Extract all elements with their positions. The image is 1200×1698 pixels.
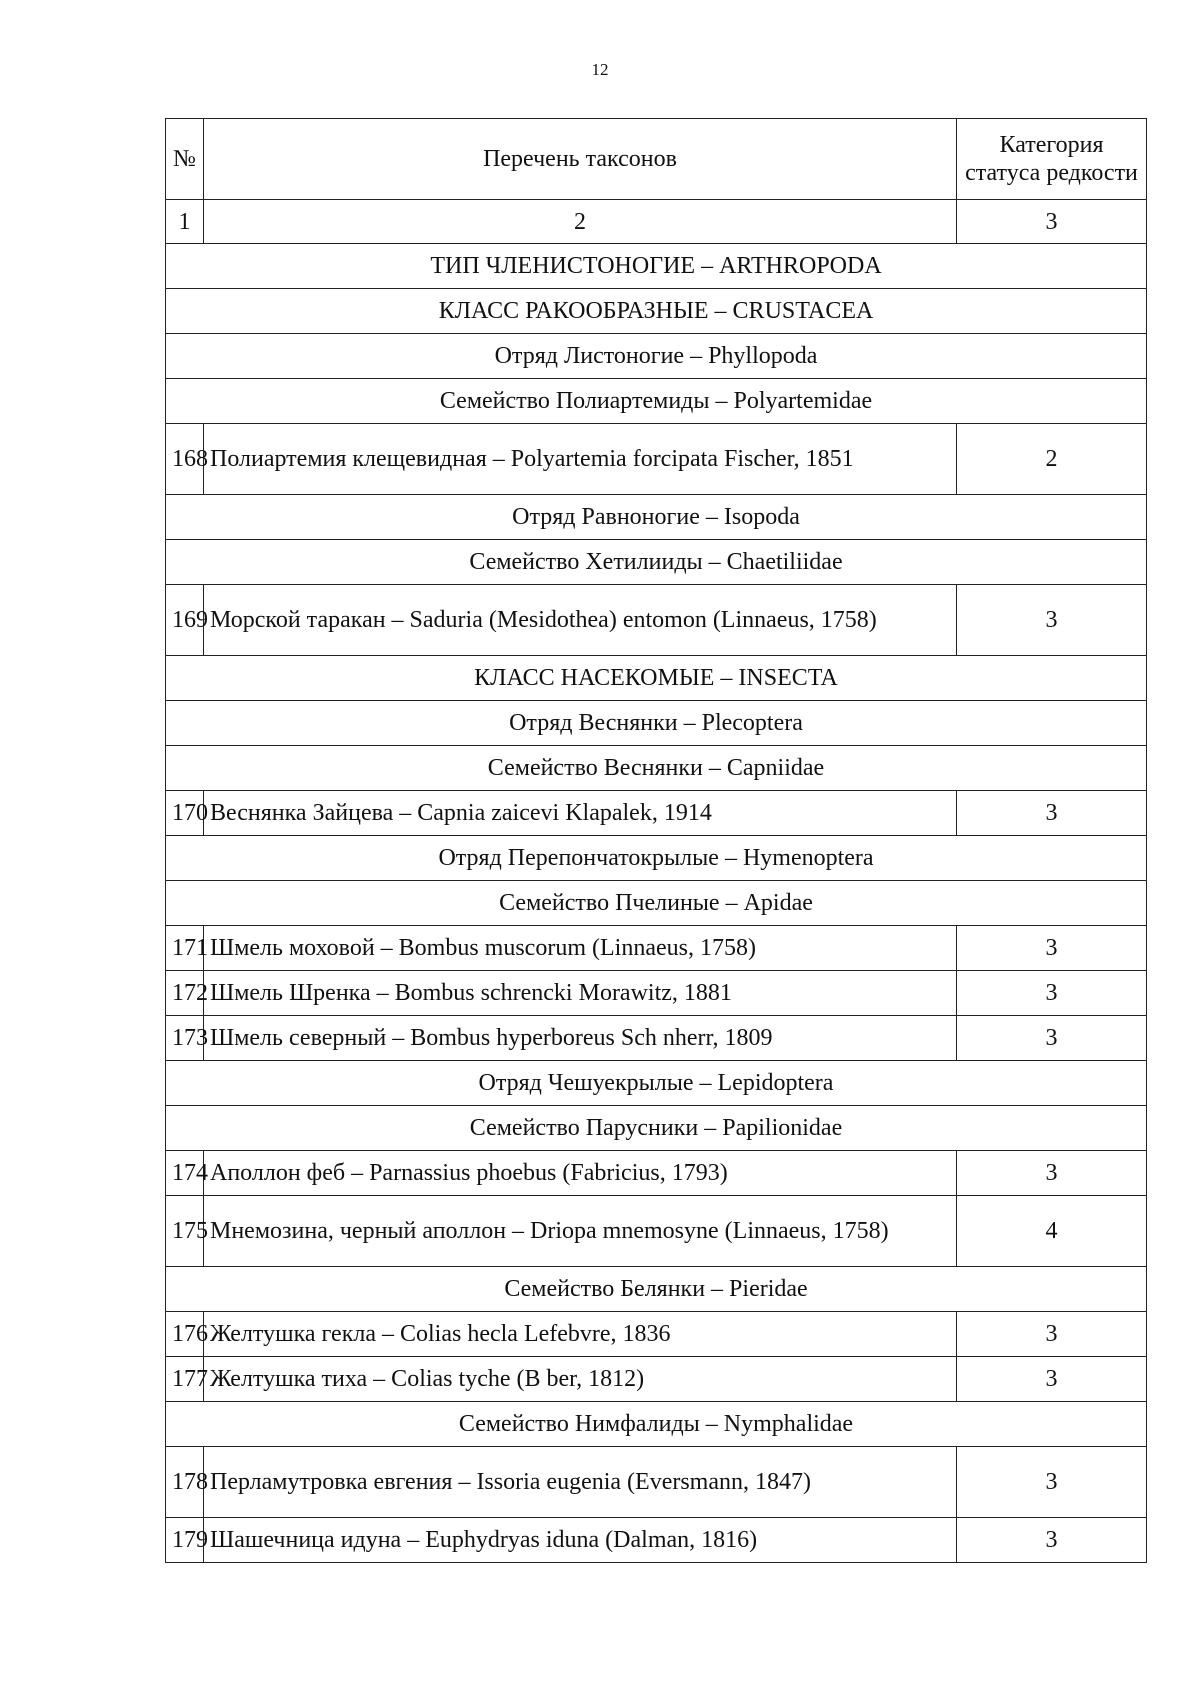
- taxon-section-row: [166, 1061, 1147, 1106]
- species-number: 178: [166, 1447, 204, 1518]
- taxon-section-row: [166, 379, 1147, 424]
- taxon-section-row: [166, 540, 1147, 585]
- species-name: Шмель Шренка – Bombus schrencki Morawitz, 1881: [204, 971, 957, 1016]
- species-row: [166, 1312, 1147, 1357]
- species-name: Мнемозина, черный аполлон – Driopa mnemosyne (Linnaeus, 1758): [204, 1196, 957, 1267]
- taxon-section-row: [166, 334, 1147, 379]
- species-number: 177: [166, 1357, 204, 1402]
- species-name: Аполлон феб – Parnassius phoebus (Fabricius, 1793): [204, 1151, 957, 1196]
- species-category: 3: [957, 585, 1147, 656]
- header-name: Перечень таксонов: [204, 119, 957, 200]
- taxon-section-label: Семейство Нимфалиды – Nymphalidae: [166, 1402, 1147, 1447]
- species-row: [166, 585, 1147, 656]
- taxon-section-row: [166, 1402, 1147, 1447]
- taxon-section-row: [166, 836, 1147, 881]
- species-category: 3: [957, 1016, 1147, 1061]
- taxa-table-body: [166, 119, 1147, 1563]
- species-number: 173: [166, 1016, 204, 1061]
- taxon-section-label: ТИП ЧЛЕНИСТОНОГИЕ – ARTHROPODA: [166, 244, 1147, 289]
- taxon-section-row: [166, 1267, 1147, 1312]
- taxon-section-label: Семейство Пчелиные – Apidae: [166, 881, 1147, 926]
- species-name: Желтушка гекла – Colias hecla Lefebvre, 1836: [204, 1312, 957, 1357]
- species-category: 3: [957, 1312, 1147, 1357]
- taxon-section-label: Семейство Веснянки – Capniidae: [166, 746, 1147, 791]
- species-category: 3: [957, 1518, 1147, 1563]
- taxon-section-row: [166, 701, 1147, 746]
- taxon-section-row: [166, 881, 1147, 926]
- species-number: 169: [166, 585, 204, 656]
- species-row: [166, 1357, 1147, 1402]
- species-name: Шашечница идуна – Euphydryas iduna (Dalman, 1816): [204, 1518, 957, 1563]
- species-number: 176: [166, 1312, 204, 1357]
- taxon-section-label: Семейство Полиартемиды – Polyartemidae: [166, 379, 1147, 424]
- species-number: 174: [166, 1151, 204, 1196]
- taxon-section-row: [166, 244, 1147, 289]
- taxon-section-label: Семейство Белянки – Pieridae: [166, 1267, 1147, 1312]
- taxon-section-label: Отряд Перепончатокрылые – Hymenoptera: [166, 836, 1147, 881]
- taxon-section-row: [166, 289, 1147, 334]
- species-name: Перламутровка евгения – Issoria eugenia (Eversmann, 1847): [204, 1447, 957, 1518]
- taxon-section-label: Семейство Хетилииды – Chaetiliidae: [166, 540, 1147, 585]
- species-category: 3: [957, 791, 1147, 836]
- taxon-section-label: Отряд Листоногие – Phyllopoda: [166, 334, 1147, 379]
- species-number: 171: [166, 926, 204, 971]
- species-row: [166, 791, 1147, 836]
- species-category: 3: [957, 971, 1147, 1016]
- column-number-row: [166, 200, 1147, 244]
- taxon-section-label: Отряд Веснянки – Plecoptera: [166, 701, 1147, 746]
- taxon-section-row: [166, 656, 1147, 701]
- species-number: 172: [166, 971, 204, 1016]
- page-number: 12: [591, 60, 609, 79]
- species-number: 170: [166, 791, 204, 836]
- species-name: Желтушка тиха – Colias tyche (B ber, 1812): [204, 1357, 957, 1402]
- species-category: 4: [957, 1196, 1147, 1267]
- species-name: Полиартемия клещевидная – Polyartemia forcipata Fischer, 1851: [204, 424, 957, 495]
- column-number-3: 3: [957, 200, 1147, 244]
- species-row: [166, 1016, 1147, 1061]
- taxon-section-row: [166, 495, 1147, 540]
- species-row: [166, 1447, 1147, 1518]
- species-category: 2: [957, 424, 1147, 495]
- taxa-table: [165, 118, 1147, 1563]
- species-row: [166, 926, 1147, 971]
- taxon-section-label: Отряд Чешуекрылые – Lepidoptera: [166, 1061, 1147, 1106]
- species-row: [166, 1151, 1147, 1196]
- species-row: [166, 1196, 1147, 1267]
- column-number-2: 2: [204, 200, 957, 244]
- taxon-section-label: КЛАСС НАСЕКОМЫЕ – INSECTA: [166, 656, 1147, 701]
- species-category: 3: [957, 1447, 1147, 1518]
- header-category: Категория статуса редкости: [957, 119, 1147, 200]
- species-name: Веснянка Зайцева – Capnia zaicevi Klapalek, 1914: [204, 791, 957, 836]
- taxon-section-row: [166, 746, 1147, 791]
- species-category: 3: [957, 926, 1147, 971]
- species-name: Шмель северный – Bombus hyperboreus Sch nherr, 1809: [204, 1016, 957, 1061]
- species-number: 175: [166, 1196, 204, 1267]
- taxon-section-row: [166, 1106, 1147, 1151]
- species-name: Шмель моховой – Bombus muscorum (Linnaeus, 1758): [204, 926, 957, 971]
- species-category: 3: [957, 1357, 1147, 1402]
- species-row: [166, 424, 1147, 495]
- species-category: 3: [957, 1151, 1147, 1196]
- taxon-section-label: Семейство Парусники – Papilionidae: [166, 1106, 1147, 1151]
- species-name: Морской таракан – Saduria (Mesidothea) entomon (Linnaeus, 1758): [204, 585, 957, 656]
- column-number-1: 1: [166, 200, 204, 244]
- taxon-section-label: Отряд Равноногие – Isopoda: [166, 495, 1147, 540]
- taxon-section-label: КЛАСС РАКООБРАЗНЫЕ – CRUSTACEA: [166, 289, 1147, 334]
- header-num: №: [166, 119, 204, 200]
- header-row: [166, 119, 1147, 200]
- species-number: 179: [166, 1518, 204, 1563]
- species-row: [166, 1518, 1147, 1563]
- species-number: 168: [166, 424, 204, 495]
- species-row: [166, 971, 1147, 1016]
